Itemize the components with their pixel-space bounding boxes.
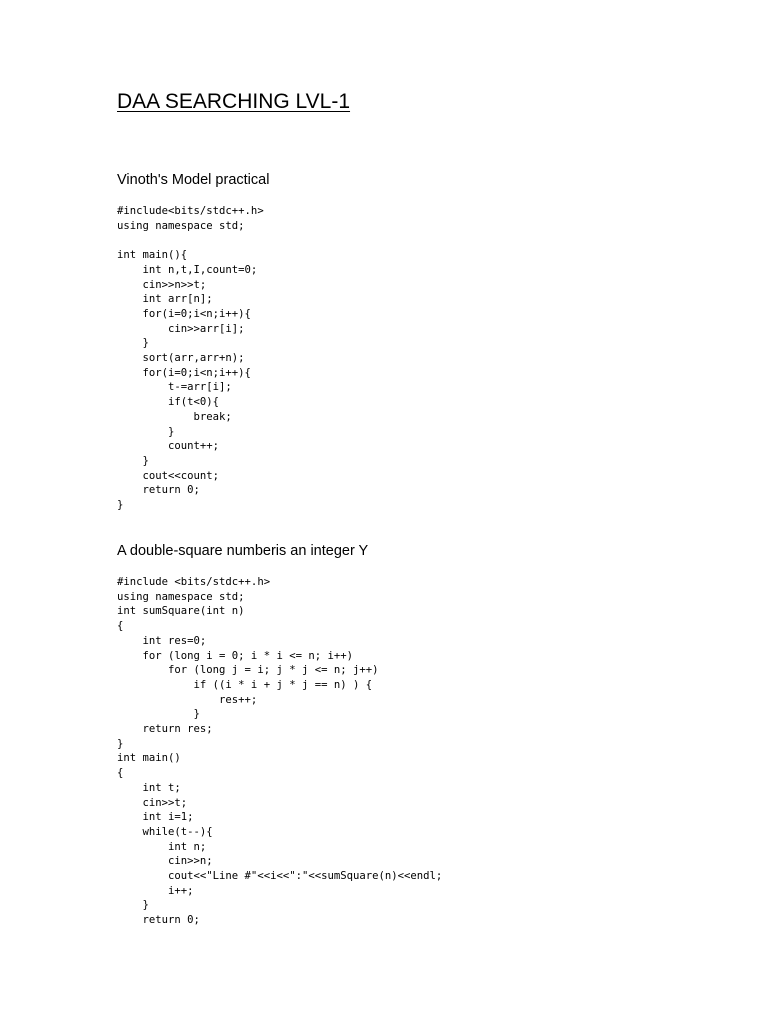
code-block-double-square: #include <bits/stdc++.h> using namespace std; int sumSquare(int n) { int res=0; for (long i = 0; i * i <= n; i++) for (long j = i; j * j <= n; j++) if ((i * i + j * j == n) ) { res++; } return res; } int main() { int t; cin>>t; int i=1; while(t--){ int n; cin>>n; cout<<"Line #"<<i<<":"<<sumSquare(n)<<endl; i++; } return 0; — [117, 576, 443, 927]
section-heading-double-square: A double-square numberis an integer Y — [117, 543, 369, 559]
document-title: DAA SEARCHING LVL-1 — [117, 90, 351, 113]
section-heading-model-practical: Vinoth's Model practical — [117, 172, 270, 188]
code-block-model-practical: #include<bits/stdc++.h> using namespace std; int main(){ int n,t,I,count=0; cin>>n>>t; int arr[n]; for(i=0;i<n;i++){ cin>>arr[i]; } sort(arr,arr+n); for(i=0;i<n;i++){ t-=arr[i]; if(t<0){ break; } count++; } cout<<count; return 0; } — [117, 205, 264, 512]
